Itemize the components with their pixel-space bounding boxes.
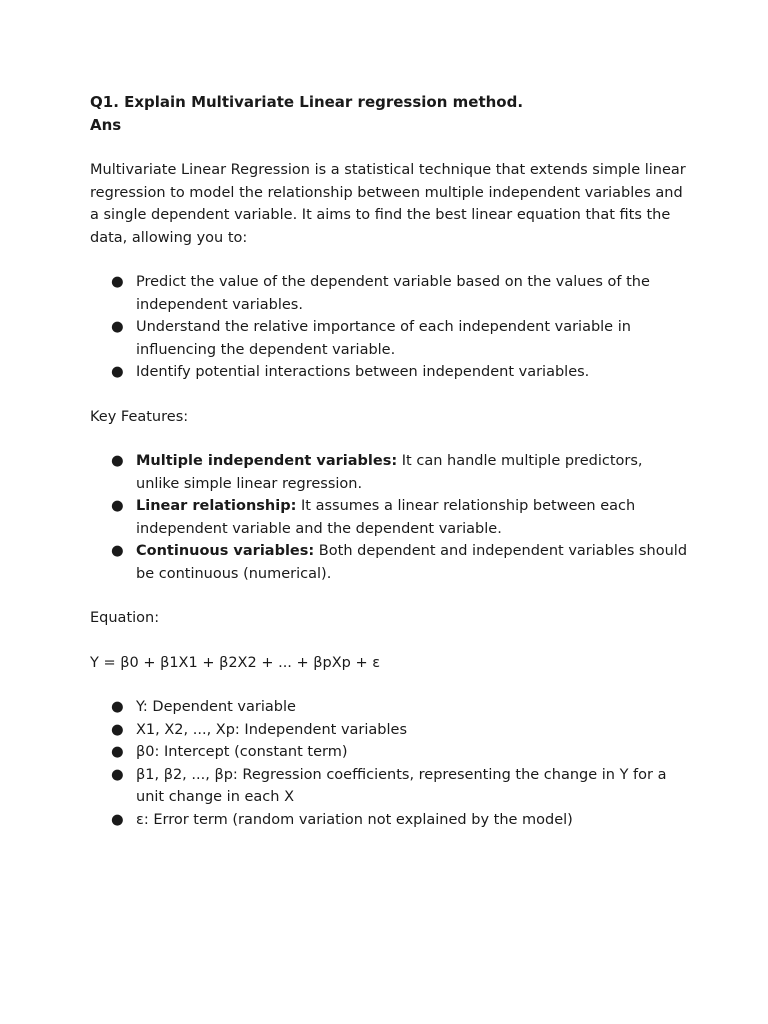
list-item — [90, 540, 690, 585]
list-item: ● X1, X2, ..., Xp: Independent variables — [90, 719, 690, 742]
feature-text: It can handle multiple predictors, unlike simple linear regression. — [136, 453, 643, 492]
bullet-icon: ● — [111, 274, 124, 290]
bullet-icon: ● — [111, 721, 124, 738]
feature-term: Continuous variables: — [136, 543, 315, 559]
feature-term: Linear relationship: — [136, 498, 297, 514]
list-item: ● Predict the value of the dependent variable based on the values of the independent variables. — [90, 271, 690, 316]
key-features-heading: Key Features: — [90, 408, 189, 425]
definitions-list — [90, 696, 690, 831]
feature-text: It assumes a linear relationship between each independent variable and the dependent variable. — [136, 498, 636, 537]
bullet-icon: ● — [111, 453, 124, 469]
bullet-icon: ● — [111, 364, 124, 380]
aims-list — [90, 271, 690, 384]
regression-equation: Y = β0 + β1X1 + β2X2 + ... + βpXp + ε — [90, 654, 381, 671]
bullet-icon: ● — [111, 543, 124, 559]
bullet-icon: ● — [111, 766, 124, 783]
feature-term: Multiple independent variables: — [136, 453, 398, 469]
features-list — [90, 450, 690, 585]
list-item: ● β0: Intercept (constant term) — [90, 741, 690, 764]
list-item: ● Identify potential interactions between independent variables. — [90, 361, 690, 384]
document-page — [90, 91, 690, 853]
bullet-icon: ● — [111, 319, 124, 335]
question-heading: Q1. Explain Multivariate Linear regression method. — [90, 93, 524, 111]
list-item: ● β1, β2, ..., βp: Regression coefficients, representing the change in Y for a unit change in each X — [90, 764, 690, 809]
bullet-icon: ● — [111, 699, 124, 715]
list-item: ● Y: Dependent variable — [90, 696, 690, 719]
bullet-icon: ● — [111, 811, 124, 828]
intro-paragraph: Multivariate Linear Regression is a statistical technique that extends simple linear regression to model the relationship between multiple independent variables and a single dependent variable. It aims to find the best linear equation that fits the data, allowing you to: — [90, 162, 686, 246]
list-item: ● ε: Error term (random variation not explained by the model) — [90, 809, 690, 832]
list-item — [90, 450, 690, 495]
feature-text: Both dependent and independent variables should be continuous (numerical). — [136, 543, 688, 582]
list-item — [90, 495, 690, 540]
answer-label: Ans — [90, 116, 122, 134]
bullet-icon: ● — [111, 744, 124, 760]
bullet-icon: ● — [111, 498, 124, 514]
equation-heading: Equation: — [90, 610, 160, 626]
list-item: ● Understand the relative importance of each independent variable in influencing the dependent variable. — [90, 316, 690, 361]
